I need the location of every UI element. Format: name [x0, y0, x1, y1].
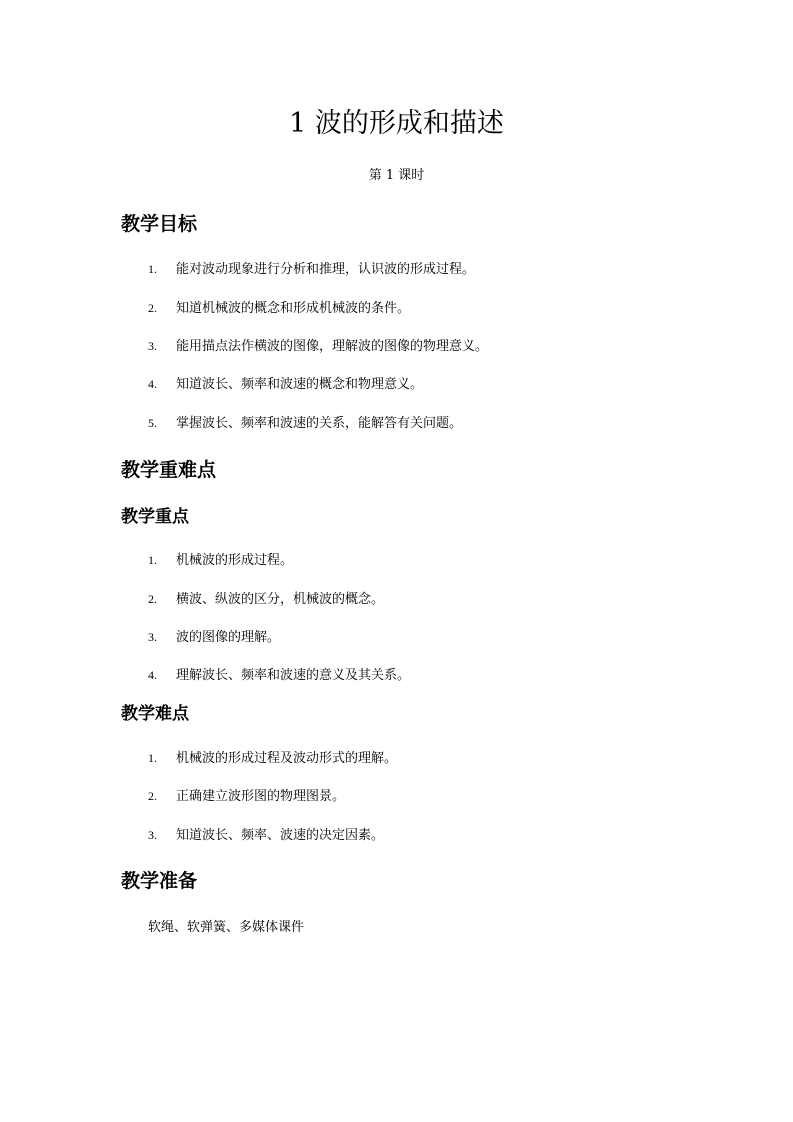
list-item-text: 机械波的形成过程。 — [176, 553, 294, 568]
list-item-number: 5. — [148, 416, 157, 430]
list-item — [148, 336, 488, 356]
list-item-number: 4. — [148, 668, 157, 682]
difficult-points-heading: 教学难点 — [121, 704, 189, 724]
list-item — [148, 825, 384, 845]
list-item — [148, 748, 397, 768]
document-title: 1 波的形成和描述 — [289, 108, 504, 139]
list-item — [148, 259, 475, 279]
list-item-number: 2. — [148, 301, 157, 315]
list-item-number: 2. — [148, 789, 157, 803]
key-difficult-heading: 教学重难点 — [121, 459, 217, 481]
preparation-text: 软绳、软弹簧、多媒体课件 — [148, 920, 305, 935]
list-item-text: 能对波动现象进行分析和推理，认识波的形成过程。 — [176, 262, 476, 277]
objectives-heading: 教学目标 — [121, 213, 198, 235]
list-item-number: 4. — [148, 377, 157, 391]
list-item-number: 1. — [148, 553, 157, 567]
key-points-heading: 教学重点 — [121, 507, 189, 527]
list-item — [148, 665, 410, 685]
list-item — [148, 589, 384, 609]
list-item-number: 3. — [148, 630, 157, 644]
list-item-text: 正确建立波形图的物理图景。 — [176, 789, 346, 804]
list-item-number: 1. — [148, 262, 157, 276]
list-item-text: 波的图像的理解。 — [176, 630, 281, 645]
list-item — [148, 374, 423, 394]
list-item-text: 横波、纵波的区分，机械波的概念。 — [176, 592, 385, 607]
list-item — [148, 413, 462, 433]
list-item — [148, 786, 345, 806]
preparation-heading: 教学准备 — [121, 870, 198, 892]
list-item — [148, 627, 280, 647]
list-item — [148, 550, 293, 570]
list-item-number: 2. — [148, 592, 157, 606]
list-item-text: 理解波长、频率和波速的意义及其关系。 — [176, 668, 411, 683]
list-item-number: 3. — [148, 339, 157, 353]
list-item-text: 知道机械波的概念和形成机械波的条件。 — [176, 301, 411, 316]
list-item-number: 1. — [148, 751, 157, 765]
list-item-text: 知道波长、频率、波速的决定因素。 — [176, 828, 385, 843]
list-item-text: 机械波的形成过程及波动形式的理解。 — [176, 751, 398, 766]
list-item-text: 知道波长、频率和波速的概念和物理意义。 — [176, 377, 424, 392]
list-item-text: 能用描点法作横波的图像，理解波的图像的物理意义。 — [176, 339, 489, 354]
list-item — [148, 298, 410, 318]
list-item-number: 3. — [148, 828, 157, 842]
list-item-text: 掌握波长、频率和波速的关系，能解答有关问题。 — [176, 416, 463, 431]
lesson-period: 第 1 课时 — [368, 168, 425, 183]
